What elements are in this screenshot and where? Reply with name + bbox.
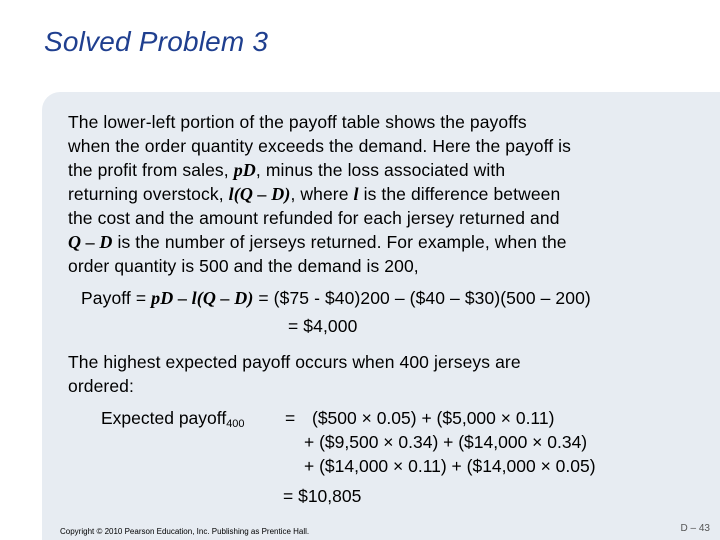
formula-calculation: = ($75 - $40)200 – ($40 – $30)(500 – 200) <box>253 288 591 308</box>
intro-line-1: The lower-left portion of the payoff table shows the payoffs <box>68 112 527 132</box>
intro-text: is the number of jerseys returned. For example, when the <box>112 232 567 252</box>
intro-line-4 <box>68 182 688 206</box>
highest-payoff-paragraph <box>68 350 668 398</box>
highest-line-2: ordered: <box>68 376 134 396</box>
highest-line-1: The highest expected payoff occurs when 400 jerseys are <box>68 352 521 372</box>
intro-line-5: the cost and the amount refunded for each jersey returned and <box>68 208 560 228</box>
intro-line-3 <box>68 158 688 182</box>
payoff-formula <box>81 286 591 310</box>
intro-text: , where <box>290 184 354 204</box>
math-variable: l(Q – D) <box>228 184 291 204</box>
intro-text: returning overstock, <box>68 184 229 204</box>
expected-label-subscript: 400 <box>226 418 245 430</box>
footer-copyright: Copyright © 2010 Pearson Education, Inc. Publishing as Prentice Hall. <box>60 527 310 536</box>
slide-title: Solved Problem 3 <box>44 26 269 57</box>
intro-text: the profit from sales, <box>68 160 234 180</box>
expected-term-1: ($500 × 0.05) + ($5,000 × 0.11) <box>312 408 555 428</box>
math-variable: l <box>353 184 359 204</box>
formula-prefix: Payoff = <box>81 288 152 308</box>
payoff-result: = $4,000 <box>288 316 358 336</box>
intro-paragraph <box>68 110 688 278</box>
expected-label-text: Expected payoff <box>101 408 227 428</box>
intro-text: is the difference between <box>358 184 561 204</box>
math-variable: pD <box>233 160 256 180</box>
expected-term-2: + ($9,500 × 0.34) + ($14,000 × 0.34) <box>304 432 588 452</box>
math-variable: Q – D <box>68 232 113 252</box>
expected-payoff-label <box>101 406 245 436</box>
intro-text: , minus the loss associated with <box>255 160 506 180</box>
page-number: D – 43 <box>680 523 710 534</box>
intro-line-2: when the order quantity exceeds the demand. Here the payoff is <box>68 136 571 156</box>
formula-expression: pD – l(Q – D) <box>151 288 254 308</box>
intro-line-7: order quantity is 500 and the demand is 200, <box>68 256 419 276</box>
expected-result: = $10,805 <box>283 486 362 506</box>
expected-equals: = <box>285 408 296 428</box>
expected-term-3: + ($14,000 × 0.11) + ($14,000 × 0.05) <box>304 456 596 476</box>
intro-line-6 <box>68 230 688 254</box>
